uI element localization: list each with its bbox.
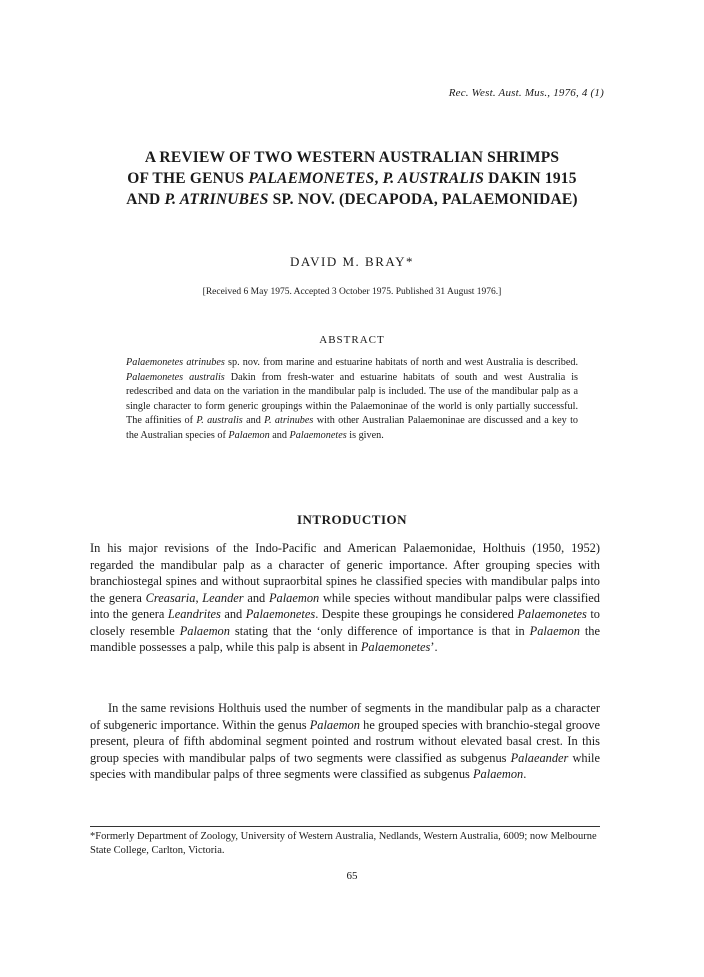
title-line-3: AND P. ATRINUBES SP. NOV. (DECAPODA, PALAEMONIDAE) bbox=[126, 191, 578, 208]
abstract-heading: ABSTRACT bbox=[319, 334, 385, 346]
author-name: DAVID M. BRAY* bbox=[290, 254, 414, 269]
title-line-1: A REVIEW OF TWO WESTERN AUSTRALIAN SHRIMPS bbox=[144, 149, 560, 166]
author-footnote: *Formerly Department of Zoology, University of Western Australia, Nedlands, Western Australia, 6009; now Melbourne State College, Carlton, Victoria. bbox=[90, 831, 597, 856]
introduction-paragraph-2: In the same revisions Holthuis used the number of segments in the mandibular palp as a character of subgeneric importance. Within the genus Palaemon he grouped species with branchio-stegal groove present, pleura of fifth abdominal segment pointed and rostrum without elevated basal crest. In this group species with mandibular palps of two segments were classified as subgenus Palaeander while species with mandibular palps of three segments were classified as subgenus Palaemon. bbox=[90, 701, 600, 781]
journal-citation: Rec. West. Aust. Mus., 1976, 4 (1) bbox=[448, 87, 604, 99]
article-title bbox=[90, 147, 614, 210]
introduction-heading: INTRODUCTION bbox=[296, 512, 407, 527]
page-number: 65 bbox=[346, 870, 358, 882]
title-line-2: OF THE GENUS PALAEMONETES, P. AUSTRALIS DAKIN 1915 bbox=[127, 170, 577, 187]
abstract-text: Palaemonetes atrinubes sp. nov. from marine and estuarine habitats of north and west Australia is described. Palaemonetes australis Dakin from fresh-water and estuarine habitats of south and west Australia is redescribed and data on the variation in the mandibular palp is included. The use of the mandibular palp as a single character to form generic groupings within the Palaemoninae of the world is only partially successful. The affinities of P. australis and P. atrinubes with other Australian Palaemoninae are discussed and a key to the Australian species of Palaemon and Palaemonetes is given. bbox=[126, 357, 579, 441]
footnote-divider bbox=[90, 826, 600, 827]
received-dates: [Received 6 May 1975. Accepted 3 October 1975. Published 31 August 1976.] bbox=[202, 287, 502, 297]
introduction-paragraph-1: In his major revisions of the Indo-Pacific and American Palaemonidae, Holthuis (1950, 1952) regarded the mandibular palp as a character of generic importance. After grouping species with branchiostegal spines and without supraorbital spines he classified species with mandibular palps into the genera Creasaria, Leander and Palaemon while species without mandibular palps were classified into the genera Leandrites and Palaemonetes. Despite these groupings he considered Palaemonetes to closely resemble Palaemon stating that the ‘only difference of importance is that in Palaemon the mandible possesses a palp, while this palp is absent in Palaemonetes’. bbox=[90, 541, 600, 654]
